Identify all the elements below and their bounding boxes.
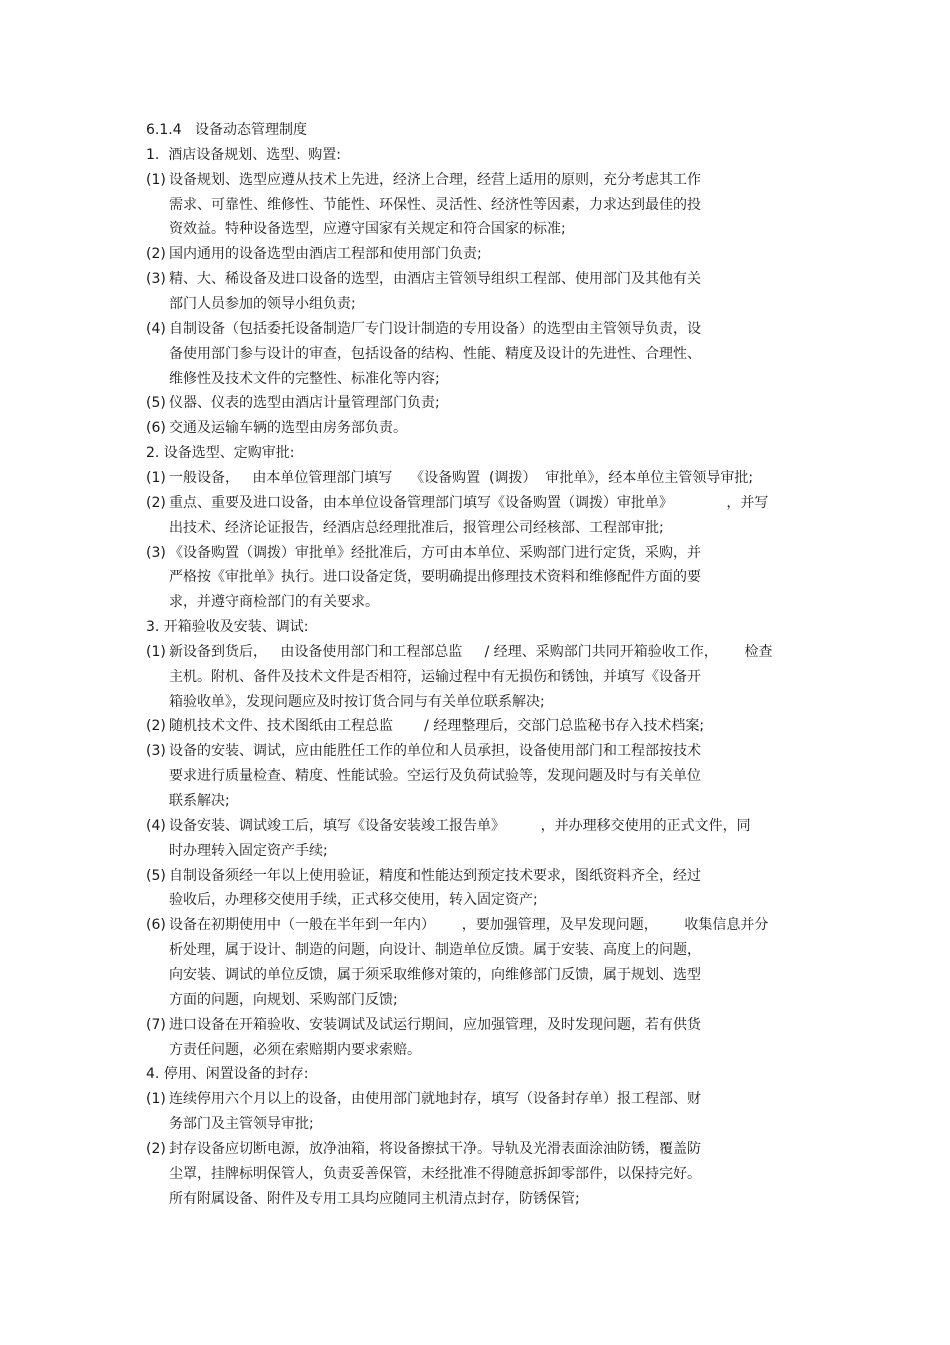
- list-item-marker: (6): [146, 420, 166, 437]
- list-item-continuation: 要求进行质量检查、精度、性能试验。空运行及负荷试验等，发现问题及时与有关单位: [169, 768, 701, 785]
- list-item-marker: (2): [146, 246, 166, 263]
- list-item-marker: (5): [146, 395, 166, 412]
- list-item-text: 连续停用六个月以上的设备，由使用部门就地封存，填写（设备封存单）报工程部、财: [169, 1091, 701, 1108]
- list-item-continuation: 析处理，属于设计、制造的问题，向设计、制造单位反馈。属于安装、高度上的问题，: [169, 942, 701, 959]
- list-item-continuation: 方面的问题，向规划、采购部门反馈;: [169, 991, 398, 1008]
- list-item-text: 一般设备， 由本单位管理部门填写 《设备购置 (调拨） 审批单》，经本单位主管领导审批;: [169, 469, 754, 486]
- list-item-continuation: 联系解决;: [169, 793, 230, 809]
- section-title: 4. 停用、闲置设备的封存:: [146, 1066, 309, 1083]
- section-title: 2. 设备选型、定购审批:: [146, 445, 295, 462]
- list-item-text: 新设备到货后， 由设备使用部门和工程部总监 / 经理、采购部门共同开箱验收工作， 检查: [169, 643, 773, 660]
- list-item-continuation: 主机。附机、备件及技术文件是否相符，运输过程中有无损伤和锈蚀，并填写《设备开: [169, 668, 701, 685]
- list-item-continuation: 部门人员参加的领导小组负责;: [169, 296, 356, 312]
- list-item-text: 设备规划、选型应遵从技术上先进，经济上合理，经营上适用的原则，充分考虑其工作: [169, 171, 701, 188]
- list-item-marker: (6): [146, 917, 166, 934]
- list-item-marker: (4): [146, 817, 166, 834]
- list-item-continuation: 资效益。特种设备选型，应遵守国家有关规定和符合国家的标准;: [169, 221, 566, 238]
- list-item-text: 交通及运输车辆的选型由房务部负责。: [169, 420, 407, 437]
- list-item-continuation: 箱验收单》，发现问题应及时按订货合同与有关单位联系解决;: [169, 693, 545, 710]
- list-item-continuation: 求，并遵守商检部门的有关要求。: [169, 594, 379, 611]
- list-item-continuation: 维修性及技术文件的完整性、标准化等内容;: [169, 370, 440, 387]
- list-item-continuation: 出技术、经济论证报告，经酒店总经理批准后，报管理公司经核部、工程部审批;: [169, 519, 664, 536]
- list-item-continuation: 验收后，办理移交使用手续，正式移交使用，转入固定资产;: [169, 892, 538, 909]
- list-item-continuation: 备使用部门参与设计的审查，包括设备的结构、性能、精度及设计的先进性、合理性、: [169, 345, 701, 362]
- list-item-marker: (3): [146, 743, 166, 760]
- list-item-continuation: 时办理转入固定资产手续;: [169, 842, 328, 859]
- list-item-continuation: 需求、可靠性、维修性、节能性、环保性、灵活性、经济性等因素，力求达到最佳的投: [169, 196, 701, 213]
- list-item-marker: (1): [146, 643, 166, 660]
- list-item-continuation: 严格按《审批单》执行。进口设备定货，要明确提出修理技术资料和维修配件方面的要: [169, 569, 701, 586]
- list-item-text: 设备安装、调试竣工后，填写《设备安装竣工报告单》 ，并办理移交使用的正式文件，同: [169, 817, 751, 834]
- list-item-text: 《设备购置（调拨）审批单》经批准后，方可由本单位、采购部门进行定货，采购，并: [169, 544, 701, 561]
- list-item-marker: (2): [146, 1140, 166, 1157]
- list-item-text: 随机技术文件、技术图纸由工程总监 / 经理整理后，交部门总监秘书存入技术档案;: [169, 718, 705, 735]
- list-item-text: 设备的安装、调试，应由能胜任工作的单位和人员承担，设备使用部门和工程部按技术: [169, 743, 701, 760]
- list-item-marker: (3): [146, 271, 166, 288]
- list-item-continuation: 方责任问题，必须在索赔期内要求索赔。: [169, 1041, 421, 1058]
- list-item-text: 国内通用的设备选型由酒店工程部和使用部门负责;: [169, 246, 482, 263]
- list-item-text: 进口设备在开箱验收、安装调试及试运行期间，应加强管理，及时发现问题，若有供货: [169, 1016, 701, 1033]
- list-item-text: 仪器、仪表的选型由酒店计量管理部门负责;: [169, 395, 440, 412]
- list-item-text: 设备在初期使用中（一般在半年到一年内） ，要加强管理，及早发现问题， 收集信息并分: [169, 917, 769, 934]
- list-item-marker: (2): [146, 718, 166, 735]
- list-item-continuation: 务部门及主管领导审批;: [169, 1116, 314, 1132]
- list-item-marker: (1): [146, 1091, 166, 1108]
- list-item-marker: (1): [146, 469, 166, 486]
- section-title: 1. 酒店设备规划、选型、购置:: [146, 146, 341, 163]
- list-item-text: 封存设备应切断电源，放净油箱，将设备擦拭干净。导轨及光滑表面涂油防锈，覆盖防: [169, 1140, 701, 1157]
- list-item-text: 自制设备须经一年以上使用验证，精度和性能达到预定技术要求，图纸资料齐全，经过: [169, 867, 701, 884]
- list-item-marker: (1): [146, 171, 166, 188]
- list-item-text: 自制设备（包括委托设备制造厂专门设计制造的专用设备）的选型由主管领导负责，设: [169, 320, 701, 337]
- list-item-marker: (5): [146, 867, 166, 884]
- list-item-marker: (2): [146, 494, 166, 511]
- list-item-text: 重点、重要及进口设备，由本单位设备管理部门填写《设备购置（调拨）审批单》 ，并写: [169, 494, 769, 511]
- list-item-continuation: 所有附属设备、附件及专用工具均应随同主机清点封存，防锈保管;: [169, 1190, 580, 1207]
- section-heading: 6.1.4 设备动态管理制度: [146, 122, 307, 138]
- list-item-text: 精、大、稀设备及进口设备的选型，由酒店主管领导组织工程部、使用部门及其他有关: [169, 271, 701, 288]
- section-title: 3. 开箱验收及安装、调试:: [146, 619, 309, 635]
- list-item-continuation: 向安装、调试的单位反馈，属于须采取维修对策的，向维修部门反馈，属于规划、选型: [169, 966, 701, 983]
- list-item-marker: (3): [146, 544, 166, 561]
- list-item-marker: (4): [146, 320, 166, 337]
- list-item-marker: (7): [146, 1016, 166, 1033]
- list-item-continuation: 尘罩，挂牌标明保管人，负责妥善保管，未经批准不得随意拆卸零部件，以保持完好。: [169, 1165, 701, 1182]
